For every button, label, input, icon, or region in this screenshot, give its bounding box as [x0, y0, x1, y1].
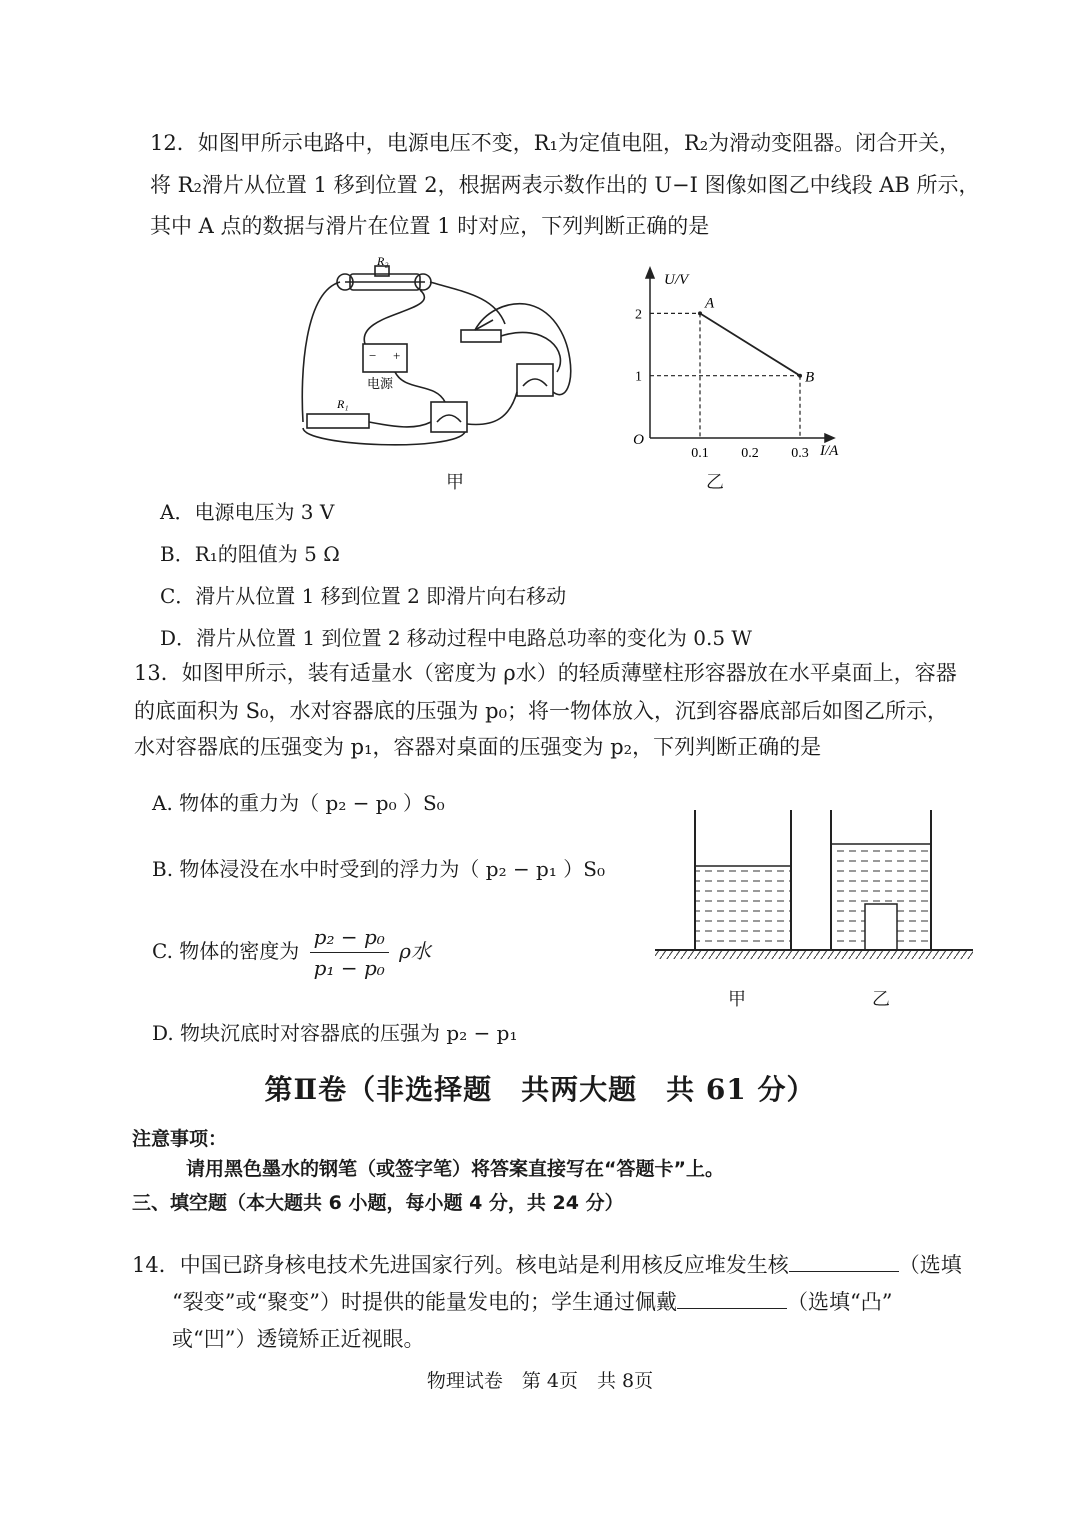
meter-right — [517, 364, 553, 396]
fraction-numerator: p₂ − p₀ — [310, 922, 389, 953]
q14-blank-2[interactable] — [677, 1288, 787, 1309]
q14-line3: 或“凹”）透镜矫正近视眼。 — [172, 1327, 425, 1351]
q12-line2: 将 R₂滑片从位置 1 移到位置 2，根据两表示数作出的 U−I 图像如图乙中线段 AB 所示， — [150, 173, 980, 197]
battery-plus: + — [393, 348, 401, 363]
x-tick-label: 0.2 — [741, 446, 759, 461]
q14-line1-text: 14．中国已跻身核电技术先进国家行列。核电站是利用核反应堆发生核 — [132, 1253, 789, 1277]
container-figure — [655, 806, 980, 971]
q14-line2-tail: （选填“凸” — [786, 1290, 893, 1314]
label-r2: R₂ — [377, 254, 389, 268]
battery-label: 电源 — [367, 377, 394, 392]
point-label: A — [705, 295, 715, 312]
x-tick-label: 0.3 — [791, 446, 809, 461]
q12-option-b: B．R₁的阻值为 5 Ω — [160, 542, 340, 566]
density-fraction — [310, 922, 389, 983]
y-tick-label: 1 — [635, 369, 642, 385]
fig-caption-jia: 甲 — [446, 472, 464, 493]
q13-line1: 13．如图甲所示，装有适量水（密度为 ρ水）的轻质薄壁柱形容器放在水平桌面上，容器 — [134, 661, 957, 685]
battery-minus: − — [369, 348, 377, 363]
q14-line2 — [172, 1287, 892, 1317]
sunken-object — [865, 904, 897, 950]
switch — [461, 330, 501, 342]
q13-line2: 的底面积为 S₀，水对容器底的压强为 p₀；将一物体放入，沉到容器底部后如图乙所示， — [134, 699, 949, 723]
y-axis-label: U/V — [664, 272, 689, 288]
q12-line3: 其中 A 点的数据与滑片在位置 1 时对应，下列判断正确的是 — [150, 214, 710, 238]
q13-option-c-suffix: ρ水 — [399, 939, 431, 963]
q13-option-c — [152, 922, 431, 983]
q14-line2-text: “裂变”或“聚变”）时提供的能量发电的；学生通过佩戴 — [172, 1290, 677, 1314]
point-label: B — [805, 369, 815, 386]
fig-caption-jia-2: 甲 — [728, 989, 746, 1010]
q13-option-a: A. 物体的重力为（ p₂ − p₀ ）S₀ — [152, 791, 445, 815]
q13-option-c-prefix: C. 物体的密度为 — [152, 939, 300, 963]
fig-caption-yi-2: 乙 — [872, 989, 890, 1010]
x-tick-label: 0.1 — [691, 446, 709, 461]
resistor-r1 — [307, 414, 369, 428]
x-axis-label: I/A — [820, 443, 839, 459]
q14-blank-1[interactable] — [789, 1251, 899, 1272]
notice-body: 请用黑色墨水的钢笔（或签字笔）将答案直接写在“答题卡”上。 — [186, 1158, 724, 1180]
q12-option-a: A．电源电压为 3 V — [160, 500, 335, 524]
origin-label: O — [633, 432, 644, 448]
meter-left — [431, 402, 467, 432]
water-left — [695, 866, 791, 950]
q14-line1 — [132, 1250, 962, 1280]
q12-option-c: C．滑片从位置 1 移到位置 2 即滑片向右移动 — [160, 584, 567, 608]
notice-heading: 注意事项： — [132, 1128, 228, 1150]
x-axis-arrow — [825, 434, 834, 442]
q12-option-d: D．滑片从位置 1 到位置 2 移动过程中电路总功率的变化为 0.5 W — [160, 626, 752, 650]
label-r1: R₁ — [337, 397, 349, 411]
q13-option-d: D. 物块沉底时对容器底的压强为 p₂ − p₁ — [152, 1021, 518, 1045]
q12-line1: 12．如图甲所示电路中，电源电压不变，R₁为定值电阻，R₂为滑动变阻器。闭合开关， — [150, 131, 961, 155]
q14-line1-tail: （选填 — [898, 1253, 962, 1277]
circuit-figure — [295, 252, 585, 452]
q13-line3: 水对容器底的压强变为 p₁，容器对桌面的压强变为 p₂，下列判断正确的是 — [134, 735, 822, 759]
part-three-heading: 三、填空题（本大题共 6 小题，每小题 4 分，共 24 分） — [132, 1192, 624, 1214]
ui-graph — [620, 262, 860, 462]
section-title: 第Ⅱ卷（非选择题 共两大题 共 61 分） — [264, 1073, 816, 1106]
fraction-denominator: p₁ − p₀ — [313, 956, 385, 980]
page-footer: 物理试卷 第 4页 共 8页 — [426, 1370, 654, 1392]
y-axis-arrow — [646, 268, 654, 278]
fig-caption-yi: 乙 — [706, 472, 724, 493]
table-hatching — [655, 951, 973, 959]
y-tick-label: 2 — [635, 307, 642, 323]
q13-option-b: B. 物体浸没在水中时受到的浮力为（ p₂ − p₁ ）S₀ — [152, 857, 605, 881]
segment-ab — [700, 313, 800, 375]
